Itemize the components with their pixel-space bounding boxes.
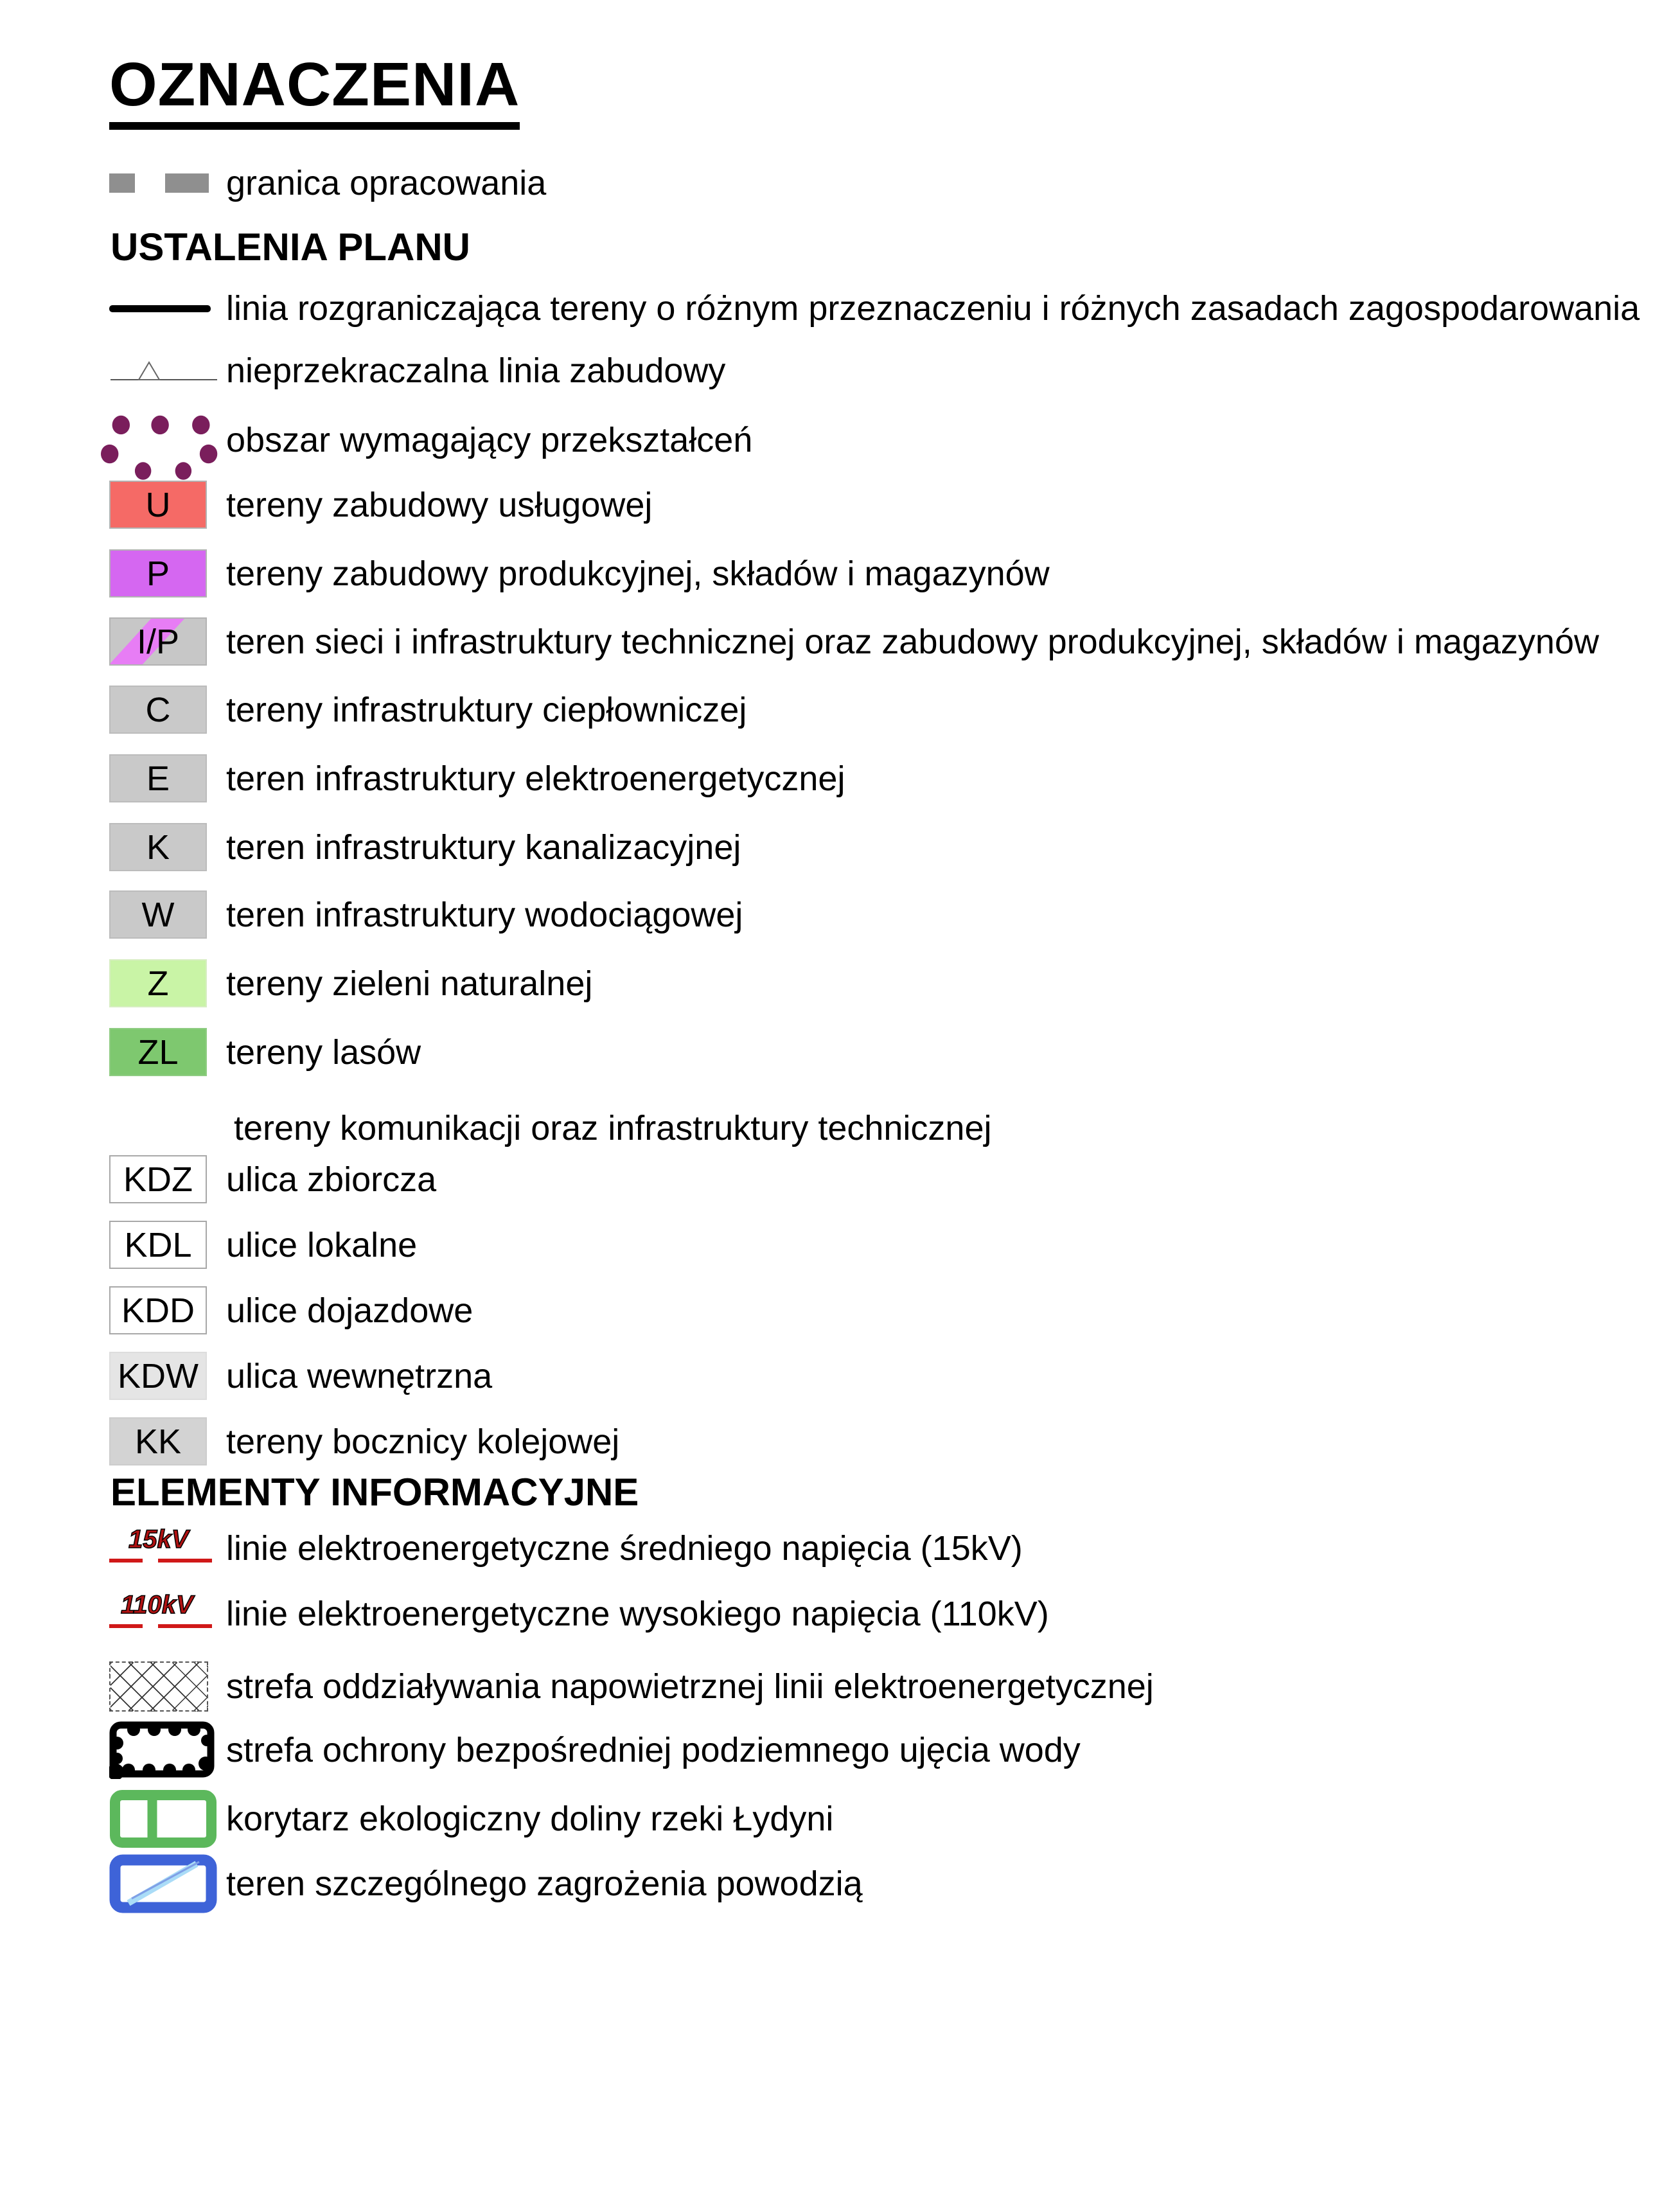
voltage-label: 110kV xyxy=(121,1591,193,1619)
zone-label: tereny bocznicy kolejowej xyxy=(226,1422,620,1461)
legend-row-w xyxy=(109,890,743,939)
crosshatch-zone-label: strefa oddziaływania napowietrznej linii elektroenergetycznej xyxy=(226,1667,1154,1706)
legend-row-water-protection xyxy=(109,1720,1081,1780)
legend-row-crosshatch xyxy=(109,1661,1154,1712)
zone-label: teren infrastruktury elektroenergetycznej xyxy=(226,759,845,798)
subheading-label: tereny komunikacji oraz infrastruktury technicznej xyxy=(234,1109,992,1147)
crosshatch-pattern-icon xyxy=(109,1661,208,1712)
zone-swatch-k xyxy=(109,823,207,871)
zone-code: U xyxy=(145,485,171,524)
legend-row-kdd xyxy=(109,1286,473,1334)
zone-code: KK xyxy=(134,1422,182,1461)
zone-swatch-kk xyxy=(109,1417,207,1465)
zone-label: tereny zabudowy produkcyjnej, składów i magazynów xyxy=(226,554,1050,593)
setback-line-icon xyxy=(109,359,218,382)
page-title: OZNACZENIA xyxy=(109,54,520,130)
legend-row-eco-corridor xyxy=(109,1789,833,1848)
zone-label: ulica zbiorcza xyxy=(226,1160,437,1199)
transformation-dots-icon xyxy=(100,395,226,485)
dividing-line-label: linia rozgraniczająca tereny o różnym przeznaczeniu i różnych zasadach zagospodarowania xyxy=(226,289,1640,328)
boundary-dashes-icon xyxy=(109,173,226,193)
zone-swatch-kdw xyxy=(109,1352,207,1400)
zone-label: tereny zabudowy usługowej xyxy=(226,485,653,524)
zone-code: KDL xyxy=(124,1225,192,1264)
legend-row-flood-risk xyxy=(109,1854,863,1913)
zone-swatch-kdd xyxy=(109,1286,207,1334)
legend-row-15kv xyxy=(109,1516,1023,1580)
red-line-segment xyxy=(158,1559,212,1563)
power-line-110kv-icon xyxy=(109,1587,218,1641)
zone-code: C xyxy=(145,690,171,729)
zone-swatch-e xyxy=(109,754,207,802)
boundary-label: granica opracowania xyxy=(226,164,547,202)
water-protection-zone-icon xyxy=(109,1721,216,1779)
zone-code: KDZ xyxy=(123,1160,193,1199)
water-protection-zone-label: strefa ochrony bezpośredniej podziemnego ujęcia wody xyxy=(226,1730,1081,1769)
legend-subheading-komunikacja xyxy=(234,1102,991,1154)
zone-code: KDW xyxy=(118,1356,199,1395)
red-line-segment xyxy=(109,1559,143,1563)
setback-line-label: nieprzekraczalna linia zabudowy xyxy=(226,351,726,390)
zone-label: teren infrastruktury wodociągowej xyxy=(226,895,743,934)
zone-swatch-w xyxy=(109,890,207,939)
legend-row-boundary xyxy=(109,148,546,218)
flood-risk-label: teren szczególnego zagrożenia powodzią xyxy=(226,1864,863,1903)
legend-row-p xyxy=(109,549,1050,598)
legend-row-ip xyxy=(109,617,1599,666)
zone-code: I/P xyxy=(136,622,180,661)
zone-swatch-p xyxy=(109,549,207,598)
section-heading-elementy: ELEMENTY INFORMACYJNE xyxy=(111,1471,639,1514)
legend-row-k xyxy=(109,823,741,871)
power-line-label: linie elektroenergetyczne średniego napięcia (15kV) xyxy=(226,1529,1023,1568)
legend-row-kdz xyxy=(109,1155,436,1203)
boundary-dash-large xyxy=(165,173,209,193)
zone-label: teren infrastruktury kanalizacyjnej xyxy=(226,828,741,867)
zone-swatch-zl xyxy=(109,1028,207,1076)
zone-swatch-c xyxy=(109,686,207,734)
legend-row-e xyxy=(109,754,845,802)
legend-row-110kv xyxy=(109,1582,1049,1646)
legend-row-c xyxy=(109,686,747,734)
zone-swatch-z xyxy=(109,959,207,1007)
zone-label: tereny infrastruktury ciepłowniczej xyxy=(226,690,747,729)
zone-code: E xyxy=(146,759,170,798)
zone-code: K xyxy=(146,828,170,867)
dividing-line-icon xyxy=(109,305,211,312)
zone-code: ZL xyxy=(137,1032,179,1072)
red-line-segment xyxy=(109,1624,143,1628)
zone-code: KDD xyxy=(121,1291,195,1330)
zone-code: P xyxy=(146,554,170,593)
boundary-dash-small xyxy=(109,173,135,193)
zone-label: ulice lokalne xyxy=(226,1225,418,1264)
red-line-segment xyxy=(158,1624,212,1628)
legend-row-u xyxy=(109,481,652,529)
legend-row-transformation-area xyxy=(109,392,752,488)
legend-row-kk xyxy=(109,1417,619,1465)
power-line-15kv-icon xyxy=(109,1521,218,1575)
power-line-label: linie elektroenergetyczne wysokiego napięcia (110kV) xyxy=(226,1595,1049,1633)
zone-swatch-kdz xyxy=(109,1155,207,1203)
legend-row-kdl xyxy=(109,1221,417,1269)
zone-code: W xyxy=(141,895,175,934)
zone-label: tereny zieleni naturalnej xyxy=(226,964,593,1003)
section-heading-ustalenia: USTALENIA PLANU xyxy=(111,226,470,269)
voltage-label: 15kV xyxy=(128,1525,189,1554)
zone-label: ulica wewnętrzna xyxy=(226,1356,493,1395)
zone-swatch-kdl xyxy=(109,1221,207,1269)
ecological-corridor-icon xyxy=(109,1789,217,1848)
zone-label: ulice dojazdowe xyxy=(226,1291,473,1330)
zone-swatch-ip xyxy=(109,617,207,666)
eco-corridor-label: korytarz ekologiczny doliny rzeki Łydyni xyxy=(226,1800,834,1838)
zone-swatch-u xyxy=(109,481,207,529)
legend-row-zl xyxy=(109,1028,421,1076)
transformation-area-label: obszar wymagający przekształceń xyxy=(226,421,753,459)
legend-row-kdw xyxy=(109,1352,492,1400)
flood-risk-icon xyxy=(109,1854,217,1913)
legend-row-dividing-line xyxy=(109,273,1640,344)
legend-row-z xyxy=(109,959,592,1007)
zone-label: tereny lasów xyxy=(226,1032,421,1072)
zone-code: Z xyxy=(147,964,169,1003)
zone-label: teren sieci i infrastruktury technicznej oraz zabudowy produkcyjnej, składów i magazynów xyxy=(226,622,1599,661)
